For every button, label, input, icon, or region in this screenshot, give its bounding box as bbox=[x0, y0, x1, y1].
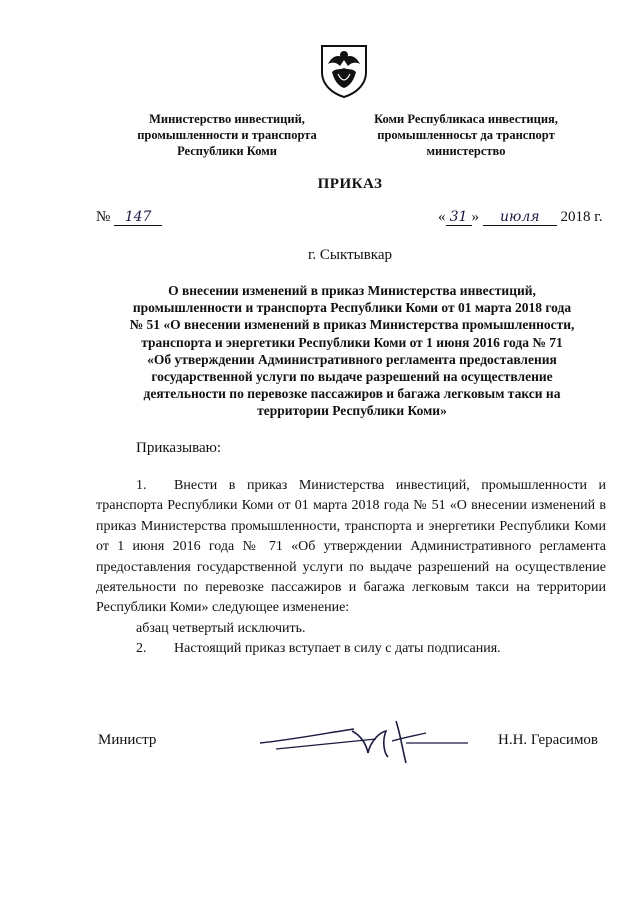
subject-line: территории Республики Коми» bbox=[257, 403, 447, 419]
date-open-quote: « bbox=[438, 209, 446, 225]
subject-line: деятельности по перевозке пассажиров и багажа легковым такси на bbox=[143, 386, 561, 402]
item-text: Настоящий приказ вступает в силу с даты подписания. bbox=[174, 641, 501, 657]
signer-name: Н.Н. Герасимов bbox=[498, 732, 599, 748]
subject-line: «Об утверждении Административного регламента предоставления bbox=[147, 351, 557, 367]
item-number: 2. bbox=[136, 641, 147, 657]
komi-coat-of-arms-icon bbox=[318, 42, 370, 98]
ministry-ru-line: Республики Коми bbox=[177, 144, 277, 158]
order-item-1-sub: абзац четвертый исключить. bbox=[136, 620, 306, 636]
order-number bbox=[96, 209, 162, 226]
order-number-value: 147 bbox=[114, 209, 162, 226]
order-number-prefix: № bbox=[96, 209, 111, 225]
ministry-komi-line: министерство bbox=[426, 144, 506, 158]
order-item-2 bbox=[96, 639, 606, 659]
city: г. Сыктывкар bbox=[307, 247, 393, 263]
subject-line: государственной услуги по выдаче разрешений на осуществление bbox=[151, 369, 553, 385]
ministry-ru-line: промышленности и транспорта bbox=[137, 128, 317, 142]
date-close-quote: » bbox=[471, 209, 479, 225]
date-month: июля bbox=[483, 209, 557, 226]
handwritten-signature bbox=[256, 713, 472, 765]
date-year: 2018 г. bbox=[560, 209, 603, 225]
order-item-1 bbox=[96, 476, 606, 619]
item-number: 1. bbox=[136, 478, 147, 493]
item-text: Внести в приказ Министерства инвестиций, промышленности и транспорта Республики Коми от 01 марта 2018 года № 51 «О внесении изменений в приказ Министерства промышленности, транспорта и энергетики Республики Коми от 1 июня 2016 года № 71 «Об утверждении Административного регламента предоставления государственной услуги по выдаче разрешений на осуществление деятельности по перевозке пассажиров и багажа легковым такси на территории Республики Коми» следующее изменение: bbox=[96, 478, 606, 616]
ministry-komi-line: Коми Республикаса инвестиция, bbox=[374, 112, 558, 126]
order-date bbox=[438, 209, 602, 226]
order-subject bbox=[96, 282, 608, 420]
date-day: 31 bbox=[446, 209, 472, 226]
subject-line: транспорта и энергетики Республики Коми от 1 июня 2016 года № 71 bbox=[141, 334, 563, 350]
subject-line: № 51 «О внесении изменений в приказ Министерства промышленности, bbox=[129, 317, 575, 333]
ministry-komi-line: промышленносьт да транспорт bbox=[377, 128, 555, 142]
subject-line: О внесении изменений в приказ Министерства инвестиций, bbox=[168, 283, 536, 298]
ministry-name-komi bbox=[352, 111, 580, 159]
ministry-name-russian bbox=[118, 111, 336, 159]
order-body bbox=[96, 476, 606, 660]
order-word: Приказываю: bbox=[136, 440, 221, 456]
signer-position: Министр bbox=[98, 732, 157, 748]
ministry-ru-line: Министерство инвестиций, bbox=[149, 112, 305, 126]
document-title: ПРИКАЗ bbox=[317, 176, 383, 192]
subject-line: промышленности и транспорта Республики Коми от 01 марта 2018 года bbox=[132, 300, 572, 316]
